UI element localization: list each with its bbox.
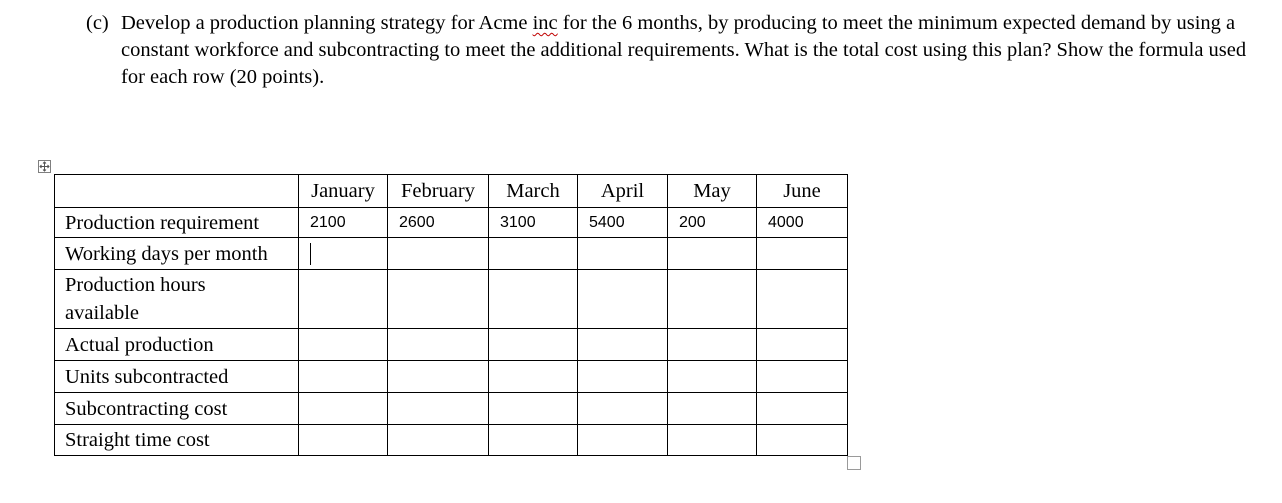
cell-actual-production-january[interactable]: [299, 329, 388, 361]
question-text[interactable]: [121, 10, 1256, 91]
cell-production-hours-june[interactable]: [757, 270, 848, 329]
question-label: (c): [86, 12, 109, 34]
table-resize-handle[interactable]: [847, 456, 861, 470]
cell-production-requirement-june[interactable]: 4000: [757, 208, 848, 238]
cell-production-requirement-february[interactable]: 2600: [388, 208, 489, 238]
text-cursor: [310, 243, 311, 265]
cell-units-subcontracted-january[interactable]: [299, 361, 388, 393]
row-label-units-subcontracted[interactable]: Units subcontracted: [55, 361, 299, 393]
misspelled-word[interactable]: inc: [532, 12, 558, 34]
row-label-working-days[interactable]: Working days per month: [55, 238, 299, 270]
header-february[interactable]: February: [388, 175, 489, 208]
cell-working-days-april[interactable]: [578, 238, 668, 270]
cell-production-hours-january[interactable]: [299, 270, 388, 329]
cell-actual-production-april[interactable]: [578, 329, 668, 361]
table-row: [55, 425, 848, 456]
cell-subcontracting-cost-april[interactable]: [578, 393, 668, 425]
cell-working-days-may[interactable]: [668, 238, 757, 270]
production-plan-table: [54, 174, 848, 456]
cell-actual-production-may[interactable]: [668, 329, 757, 361]
table-row: [55, 270, 848, 329]
cell-actual-production-june[interactable]: [757, 329, 848, 361]
cell-units-subcontracted-march[interactable]: [489, 361, 578, 393]
cell-straight-time-cost-february[interactable]: [388, 425, 489, 456]
header-june[interactable]: June: [757, 175, 848, 208]
cell-production-requirement-may[interactable]: 200: [668, 208, 757, 238]
cell-production-hours-april[interactable]: [578, 270, 668, 329]
table-move-handle[interactable]: [38, 160, 51, 173]
cell-actual-production-february[interactable]: [388, 329, 489, 361]
question-paragraph: [86, 10, 1256, 91]
cell-production-hours-may[interactable]: [668, 270, 757, 329]
table-row: [55, 361, 848, 393]
cell-straight-time-cost-may[interactable]: [668, 425, 757, 456]
header-january[interactable]: January: [299, 175, 388, 208]
row-label-production-requirement[interactable]: Production requirement: [55, 208, 299, 238]
row-label-production-hours[interactable]: [55, 270, 299, 329]
row-label-straight-time-cost[interactable]: Straight time cost: [55, 425, 299, 456]
cell-straight-time-cost-april[interactable]: [578, 425, 668, 456]
table-row: [55, 393, 848, 425]
row-label-actual-production[interactable]: Actual production: [55, 329, 299, 361]
cell-subcontracting-cost-may[interactable]: [668, 393, 757, 425]
cell-subcontracting-cost-march[interactable]: [489, 393, 578, 425]
cell-working-days-march[interactable]: [489, 238, 578, 270]
table-header-row: [55, 175, 848, 208]
cell-production-requirement-april[interactable]: 5400: [578, 208, 668, 238]
move-arrows-icon: [39, 161, 50, 172]
cell-subcontracting-cost-february[interactable]: [388, 393, 489, 425]
cell-production-hours-march[interactable]: [489, 270, 578, 329]
table-row: [55, 208, 848, 238]
cell-actual-production-march[interactable]: [489, 329, 578, 361]
cell-working-days-february[interactable]: [388, 238, 489, 270]
cell-units-subcontracted-may[interactable]: [668, 361, 757, 393]
cell-straight-time-cost-march[interactable]: [489, 425, 578, 456]
cell-subcontracting-cost-january[interactable]: [299, 393, 388, 425]
cell-units-subcontracted-february[interactable]: [388, 361, 489, 393]
question-text-before: Develop a production planning strategy for Acme: [121, 12, 533, 34]
table-row: [55, 329, 848, 361]
cell-subcontracting-cost-june[interactable]: [757, 393, 848, 425]
header-corner-cell[interactable]: [55, 175, 299, 208]
header-april[interactable]: April: [578, 175, 668, 208]
cell-straight-time-cost-january[interactable]: [299, 425, 388, 456]
cell-working-days-january[interactable]: [299, 238, 388, 270]
cell-units-subcontracted-june[interactable]: [757, 361, 848, 393]
cell-units-subcontracted-april[interactable]: [578, 361, 668, 393]
cell-straight-time-cost-june[interactable]: [757, 425, 848, 456]
cell-production-requirement-january[interactable]: 2100: [299, 208, 388, 238]
table-row: [55, 238, 848, 270]
cell-production-requirement-march[interactable]: 3100: [489, 208, 578, 238]
header-may[interactable]: May: [668, 175, 757, 208]
question-text-after: for the 6 months, by producing to meet the minimum expected demand by using a constant workforce and subcontracting to meet the additional requirements. What is the total cost using this plan? Show the formula used for each row (20 points).: [121, 12, 1247, 88]
row-label-production-hours-text: Production hours available: [65, 274, 206, 324]
row-label-subcontracting-cost[interactable]: Subcontracting cost: [55, 393, 299, 425]
cell-production-hours-february[interactable]: [388, 270, 489, 329]
header-march[interactable]: March: [489, 175, 578, 208]
cell-working-days-june[interactable]: [757, 238, 848, 270]
